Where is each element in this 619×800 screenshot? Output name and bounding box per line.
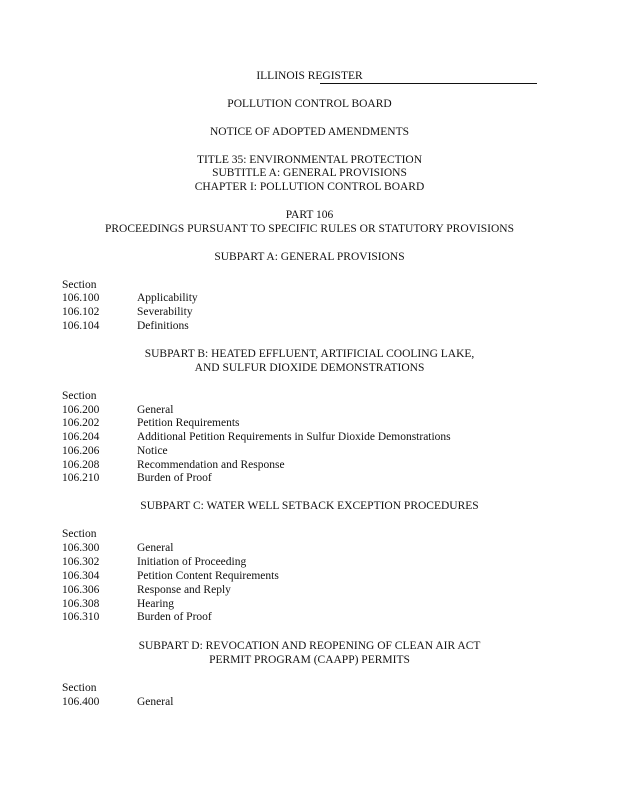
section-number: 106.304	[62, 570, 100, 582]
section-number: 106.210	[62, 472, 100, 484]
section-number: 106.204	[62, 431, 100, 443]
subpart-d-title: SUBPART D: REVOCATION AND REOPENING OF CLEAN AIR ACT	[138, 640, 481, 652]
section-number: 106.104	[62, 320, 100, 332]
section-label: Section	[62, 390, 97, 402]
section-title: Burden of Proof	[137, 611, 212, 623]
section-title: Definitions	[137, 320, 189, 332]
section-title: General	[137, 696, 174, 708]
section-number: 106.206	[62, 445, 100, 457]
title-heading: TITLE 35: ENVIRONMENTAL PROTECTION	[196, 154, 423, 166]
section-number: 106.100	[62, 292, 100, 304]
section-title: General	[137, 542, 174, 554]
section-number: 106.308	[62, 598, 100, 610]
chapter-heading: CHAPTER I: POLLUTION CONTROL BOARD	[194, 181, 425, 193]
subpart-d-title: PERMIT PROGRAM (CAAPP) PERMITS	[209, 654, 410, 666]
section-title: Applicability	[137, 292, 198, 304]
section-title: Hearing	[137, 598, 175, 610]
section-label: Section	[62, 528, 97, 540]
notice-heading: NOTICE OF ADOPTED AMENDMENTS	[209, 126, 410, 138]
section-title: Response and Reply	[137, 584, 231, 596]
subpart-b-title: SUBPART B: HEATED EFFLUENT, ARTIFICIAL COOLING LAKE,	[144, 348, 475, 360]
section-number: 106.202	[62, 417, 100, 429]
section-number: 106.300	[62, 542, 100, 554]
subpart-c-title: SUBPART C: WATER WELL SETBACK EXCEPTION PROCEDURES	[140, 500, 479, 512]
section-number: 106.400	[62, 696, 100, 708]
register-underline	[320, 83, 537, 84]
section-number: 106.102	[62, 306, 100, 318]
section-number: 106.310	[62, 611, 100, 623]
board-heading: POLLUTION CONTROL BOARD	[227, 98, 392, 110]
subpart-a-title: SUBPART A: GENERAL PROVISIONS	[214, 251, 405, 263]
section-title: Burden of Proof	[137, 472, 212, 484]
section-title: Initiation of Proceeding	[137, 556, 247, 568]
section-title: Recommendation and Response	[137, 459, 285, 471]
part-name-heading: PROCEEDINGS PURSUANT TO SPECIFIC RULES OR STATUTORY PROVISIONS	[104, 223, 514, 235]
section-title: Additional Petition Requirements in Sulfur Dioxide Demonstrations	[137, 431, 451, 443]
section-title: General	[137, 404, 174, 416]
register-heading: ILLINOIS REGISTER	[256, 70, 363, 82]
section-number: 106.200	[62, 404, 100, 416]
section-number: 106.306	[62, 584, 100, 596]
section-title: Severability	[137, 306, 193, 318]
part-heading: PART 106	[285, 209, 334, 221]
section-title: Petition Content Requirements	[137, 570, 279, 582]
section-title: Notice	[137, 445, 168, 457]
section-number: 106.302	[62, 556, 100, 568]
subtitle-heading: SUBTITLE A: GENERAL PROVISIONS	[212, 167, 407, 179]
section-number: 106.208	[62, 459, 100, 471]
section-title: Petition Requirements	[137, 417, 240, 429]
section-label: Section	[62, 279, 97, 291]
subpart-b-title: AND SULFUR DIOXIDE DEMONSTRATIONS	[194, 362, 425, 374]
section-label: Section	[62, 682, 97, 694]
